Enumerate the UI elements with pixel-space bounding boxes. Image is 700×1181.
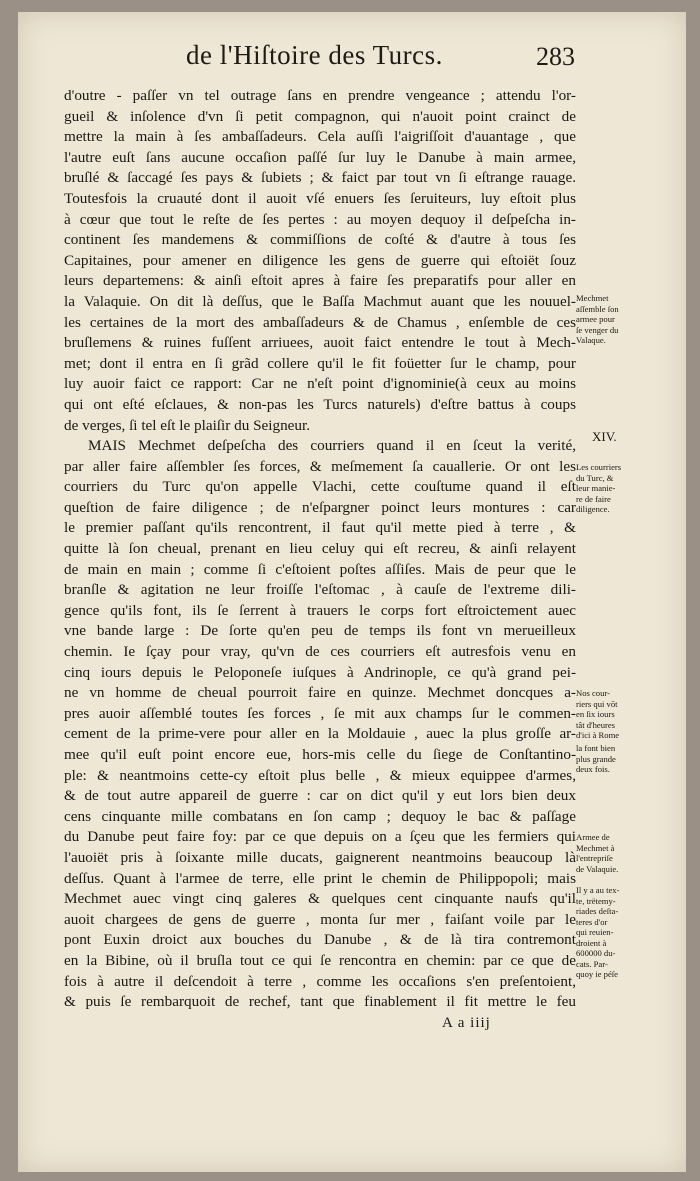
marginal-note-line: quoy ie péſe bbox=[576, 969, 618, 979]
text-line: branſle & agitation ne leur froiſſe l'eſtomac , à cauſe de l'extreme dili- bbox=[64, 581, 576, 599]
running-head bbox=[0, 40, 700, 80]
text-line: mee qu'il euſt point encore eue, hors-mis celle du ſiege de Conſtantino- bbox=[64, 746, 576, 763]
marginal-note-line: riades deſta- bbox=[576, 906, 619, 916]
text-line: quitte là ſon cheual, prenant en lieu celuy qui eſt recreu, & ainſi relayent bbox=[64, 540, 576, 558]
marginal-note-line: en ſix iours bbox=[576, 709, 615, 719]
main-text-block bbox=[64, 86, 576, 1013]
text-line: ne vn homme de cheual pourroit faire en quinze. Mechmet doncques a- bbox=[64, 684, 576, 702]
marginal-note-line: de Valaquie. bbox=[576, 863, 619, 874]
text-line: cens cinquante mille combatans en ſon camp ; dequoy le bac & paſſage bbox=[64, 807, 576, 825]
text-line: gence qu'ils font, ils ſe ſerrent à trauers le corps fort eſtroictement auec bbox=[64, 601, 576, 619]
text-line: continent ſes mandemens & commiſſions de coſté & d'autre à tous ſes bbox=[64, 231, 576, 249]
marginal-note-line: Les courriers bbox=[576, 462, 622, 472]
marginal-note-text-ducats bbox=[576, 885, 668, 980]
text-line: Mechmet auec vingt cinq galeres & quelques cent cinquante naufs qu'il bbox=[64, 890, 576, 908]
text-line: à cœur que tout le reſte de ſes pertes : au moyen dequoy il deſpeſcha in- bbox=[64, 210, 576, 228]
page-number: 283 bbox=[536, 42, 575, 71]
text-line: du Danube peut faire foy: par ce que depuis on a ſçeu que les fermiers qui bbox=[64, 828, 576, 846]
marginal-note-line: Il y a au tex- bbox=[576, 885, 620, 895]
marginal-note-line: armee pour bbox=[576, 314, 615, 324]
marginal-note-line: Valaque. bbox=[576, 335, 606, 345]
marginal-note-line: 600000 du- bbox=[576, 948, 616, 958]
text-line: d'outre - paſſer vn tel outrage ſans en prendre vengeance ; attendu l'or- bbox=[64, 87, 576, 104]
signature-mark: A a iiij bbox=[442, 1015, 491, 1031]
marginal-note-line: Mechmet à bbox=[576, 842, 615, 853]
marginal-note-couriers bbox=[576, 462, 668, 515]
text-line: en la Bibine, où il bruſla tout ce qui ſe rencontra en chemin: par ce que de bbox=[64, 951, 576, 969]
text-line: Toutesfois la cruauté dont il auoit vſé enuers ſes ſeruiteurs, luy eſtoit plus bbox=[64, 189, 576, 207]
text-line: qui ont eſté eſclaues, & non-pas les Turcs naturels) d'eſtre battus à coups bbox=[64, 395, 576, 413]
text-line: fois à autre il deſcendoit à terre , comme les occaſions s'en preſentoient, bbox=[64, 972, 576, 990]
text-line: leurs departemens: & ainſi eſtoit apres à faire ſes preparatifs pour aller en bbox=[64, 272, 576, 290]
text-line: de verges, ſi tel eſt le plaiſir du Seigneur. bbox=[64, 416, 311, 434]
marginal-note-line: aſſemble ſon bbox=[576, 303, 619, 314]
text-line: pres auoir aſſemblé toutes ſes forces , ſe mit aux champs ſur le commen- bbox=[64, 704, 576, 722]
marginal-note-line: diligence. bbox=[576, 504, 610, 514]
marginal-note-mechmet-army bbox=[576, 293, 668, 346]
text-line: par aller faire aſſembler ſes forces, & meſmement ſa cauallerie. Or ont les bbox=[64, 457, 576, 475]
section-number: XIV. bbox=[592, 429, 617, 444]
marginal-note-line: teres d'or bbox=[576, 916, 608, 927]
marginal-note-line: du Turc, & bbox=[576, 472, 614, 483]
running-title: de l'Hiſtoire des Turcs. bbox=[186, 40, 443, 70]
marginal-note-line: cats. Par- bbox=[576, 958, 608, 969]
marginal-note-line: d'ici à Rome bbox=[576, 730, 620, 740]
marginal-note-line: Armee de bbox=[576, 832, 610, 842]
text-line: de main en main ; comme ſi c'eſtoient poſtes aſſiſes. Mais de peur que le bbox=[64, 560, 576, 578]
text-line: gueil & inſolence d'vn ſi petit compagnon, qui n'auoit point crainct de bbox=[64, 107, 576, 125]
marginal-note-line: la font bien bbox=[576, 743, 616, 753]
marginal-note-line: Mechmet bbox=[576, 293, 609, 303]
text-line: l'auoiët pris à ſoixante mille ducats, gaignerent neantmoins beaucoup là bbox=[64, 848, 576, 866]
text-line: bruſlé & ſaccagé ſes pays & ſubiets ; & faict par tout vn ſi eſtrange rauage. bbox=[64, 169, 576, 187]
text-line: l'autre euſt ſans aucune occaſion paſſé ſur luy le Danube à main armee, bbox=[64, 148, 576, 166]
text-line: courriers du Turc qu'on appelle Vlachi, cette couſtume quand il eſt bbox=[64, 478, 576, 496]
text-line: deſſus. Quant à l'armee de terre, elle print le chemin de Philippopoli; mais bbox=[64, 869, 576, 887]
text-line: ple: & neantmoins cette-cy eſtoit plus belle , & mieux equippee d'armes, bbox=[64, 766, 576, 784]
marginal-note-line: re de faire bbox=[576, 493, 611, 504]
text-line: met; dont il entra en ſi grãd collere qu'il le fit foüetter ſur le champ, pour bbox=[64, 354, 576, 372]
marginal-note-line: tât d'heures bbox=[576, 719, 616, 730]
text-line: & puis ſe rembarquoit de rechef, tant que finablement il fit mettre le feu bbox=[64, 993, 576, 1011]
marginal-note-line: ſe venger du bbox=[576, 324, 619, 335]
text-line: chemin. Ie ſçay pour vray, qu'vn de ces courriers eſt autresfois venu en bbox=[64, 643, 576, 661]
text-line: queſtion de faire diligence ; de n'eſpargner poinct leurs montures : car bbox=[64, 498, 576, 516]
marginal-note-much-greater bbox=[576, 743, 668, 775]
text-line: & de tout autre appareil de guerre : car on dict qu'il y eut lors bien deux bbox=[64, 787, 576, 805]
text-line: vne bande large : De ſorte qu'en peu de temps ils font vn merueilleux bbox=[64, 622, 576, 640]
marginal-note-line: l'entrepriſe bbox=[576, 853, 613, 863]
text-line: cinq iours depuis le Peloponeſe iuſques à Andrinople, ce qu'à grand pei- bbox=[64, 663, 576, 681]
text-line: luy auoir faict ce rapport: Car ne n'eſt point d'ignominie(à ceux au moins bbox=[64, 375, 576, 393]
text-line: le premier paſſant qu'ils rencontrent, il faut qu'il mette pied à terre , & bbox=[64, 519, 576, 537]
text-line: pont Euxin droict aux bouches du Danube , & de là tira contremont bbox=[64, 931, 576, 949]
text-line: Capitaines, pour amener en diligence les gens de guerre qui eſtoiët ſouz bbox=[64, 251, 576, 269]
text-line: cement de la prime-vere pour aller en la Moldauie , auec la plus groſſe ar- bbox=[64, 725, 576, 743]
text-line: mettre la main à ſes ambaſſadeurs. Cela auſſi l'aigriſſoit d'auantage , que bbox=[64, 128, 576, 146]
marginal-note-line: qui reuien- bbox=[576, 927, 614, 937]
marginal-note-army-valaquie bbox=[576, 832, 668, 874]
text-line: auoit chargees de gens de guerre , monta ſur mer , faiſant voile par le bbox=[64, 910, 576, 928]
text-line: la Valaquie. On dit là deſſus, que le Baſſa Machmut auant que les nouuel- bbox=[64, 292, 576, 310]
marginal-note-line: te, trëtemy- bbox=[576, 895, 616, 906]
text-line: les certaines de la mort des ambaſſadeurs & de Chamus , enſemble de ces bbox=[64, 313, 576, 331]
marginal-note-line: riers qui vōt bbox=[576, 698, 618, 709]
text-line: bruſlemens & ruines fuſſent arriuees, auoit faict entendre le tout à Mech- bbox=[64, 334, 576, 352]
text-line: MAIS Mechmet deſpeſcha des courriers quand il en ſceut la verité, bbox=[88, 437, 576, 455]
marginal-note-line: plus grande bbox=[576, 753, 616, 764]
marginal-note-line: deux fois. bbox=[576, 764, 610, 774]
marginal-note-line: leur manie- bbox=[576, 483, 616, 493]
marginal-note-our-couriers bbox=[576, 688, 668, 741]
marginal-note-line: droient à bbox=[576, 937, 607, 948]
marginal-note-line: Nos cour- bbox=[576, 688, 610, 698]
